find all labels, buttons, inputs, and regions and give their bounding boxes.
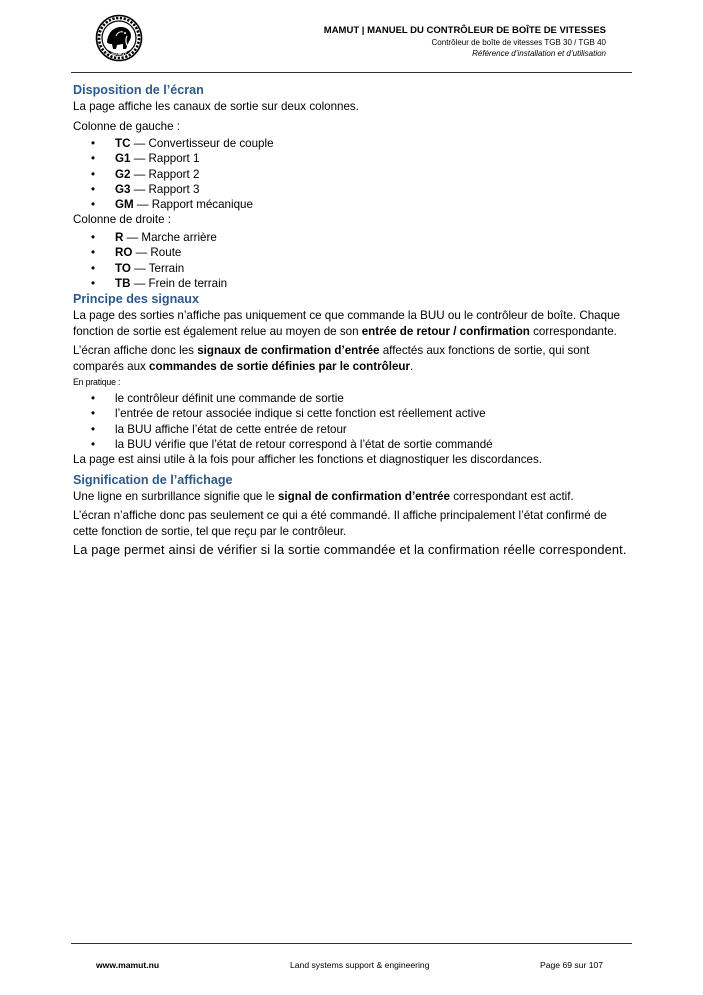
principe-paragraph-2 — [73, 343, 633, 374]
channel-code: G3 — [115, 182, 131, 196]
page-header — [324, 25, 606, 59]
left-column-list — [73, 136, 633, 212]
list-item-text: le contrôleur définit une commande de sortie — [115, 392, 344, 406]
signification-paragraph-3: La page permet ainsi de vérifier si la sortie commandée et la confirmation réelle correspondent. — [73, 542, 627, 558]
channel-code: TC — [115, 137, 131, 150]
list-item-g2 — [73, 167, 633, 182]
channel-code: G2 — [115, 167, 131, 181]
svg-text:MAMUT: MAMUT — [111, 51, 127, 57]
list-item-ro — [73, 245, 633, 260]
text-run: affectés aux fonctions de sortie, qui sont comparés aux — [73, 344, 590, 373]
footer-website: www.mamut.nu — [96, 960, 160, 970]
emphasis-text: signal de confirmation d’entrée — [277, 489, 450, 503]
document-title: MAMUT | MANUEL DU CONTRÔLEUR DE BOÎTE DE VITESSES — [323, 25, 606, 36]
channel-description: — Rapport 3 — [130, 182, 200, 196]
channel-code: RO — [115, 246, 133, 260]
bullet-icon: • — [91, 392, 96, 406]
channel-description: — Marche arrière — [123, 230, 217, 244]
list-item-g1 — [73, 151, 633, 166]
bullet-icon: • — [91, 167, 96, 181]
channel-description: — Rapport 1 — [130, 152, 200, 166]
emphasis-text: commandes de sortie définies par le contrôleur — [149, 359, 410, 373]
footer-tagline: Land systems support & engineering — [290, 960, 430, 970]
right-column-label: Colonne de droite : — [73, 213, 171, 227]
list-item-g3 — [73, 182, 633, 197]
footer-page-number: Page 69 sur 107 — [540, 960, 604, 970]
list-item — [73, 391, 633, 406]
list-item-text: l’entrée de retour associée indique si cette fonction est réellement active — [115, 407, 486, 421]
list-item-r — [73, 230, 633, 245]
header-divider — [71, 72, 632, 73]
bullet-icon: • — [91, 261, 96, 275]
principe-conclusion: La page est ainsi utile à la fois pour afficher les fonctions et diagnostiquer les discordances. — [73, 453, 542, 467]
text-run: correspondante. — [529, 324, 617, 338]
list-item-text: la BUU vérifie que l’état de retour correspond à l’état de sortie commandé — [115, 438, 493, 452]
section-heading-principe: Principe des signaux — [73, 292, 199, 307]
practice-label: En pratique : — [73, 377, 121, 388]
mamut-logo — [95, 14, 143, 62]
text-run: La page des sorties n’affiche pas uniquement ce que commande la BUU ou le contrôleur de boîte. Chaque fonction de sortie est également relue au moyen de son — [73, 309, 620, 338]
left-column-label: Colonne de gauche : — [73, 119, 181, 133]
text-run: . — [409, 359, 414, 373]
list-item-tb — [73, 276, 633, 291]
bullet-icon: • — [91, 246, 96, 260]
channel-description: — Terrain — [130, 261, 185, 275]
text-run: L’écran affiche donc les — [73, 344, 198, 358]
emphasis-text: signaux de confirmation d’entrée — [197, 344, 380, 358]
signification-paragraph-1 — [73, 489, 633, 505]
list-item-text: la BUU affiche l’état de cette entrée de retour — [115, 422, 347, 436]
document-reference: Référence d’installation et d’utilisation — [472, 49, 606, 58]
disposition-intro: La page affiche les canaux de sortie sur deux colonnes. — [73, 100, 359, 113]
list-item-to — [73, 261, 633, 276]
footer-divider — [71, 943, 632, 944]
channel-code: R — [115, 230, 124, 244]
bullet-icon: • — [91, 407, 96, 421]
signification-paragraph-2: L’écran n’affiche donc pas seulement ce qui a été commandé. Il affiche principalement l’état confirmé de cette fonction de sortie, tel que reçu par le contrôleur. — [73, 509, 607, 538]
text-run: correspondant est actif. — [449, 489, 574, 503]
channel-description: — Frein de terrain — [130, 276, 228, 290]
list-item — [73, 406, 633, 421]
right-column-list — [73, 230, 633, 291]
text-run: Une ligne en surbrillance signifie que le — [73, 489, 278, 503]
channel-description: — Rapport mécanique — [133, 198, 253, 212]
bullet-icon: • — [91, 182, 96, 196]
section-heading-disposition: Disposition de l’écran — [73, 83, 204, 97]
channel-code: TB — [115, 276, 131, 290]
list-item-gm — [73, 197, 633, 212]
list-item — [73, 437, 633, 452]
list-item-tc — [73, 136, 633, 151]
practice-list — [73, 391, 633, 452]
bullet-icon: • — [91, 230, 96, 244]
bullet-icon: • — [91, 276, 96, 290]
list-item — [73, 422, 633, 437]
channel-code: G1 — [115, 152, 131, 166]
channel-code: GM — [115, 198, 134, 212]
bullet-icon: • — [91, 152, 96, 166]
channel-code: TO — [115, 261, 131, 275]
channel-description: — Rapport 2 — [130, 167, 200, 181]
principe-paragraph-1 — [73, 308, 633, 339]
document-subtitle: Contrôleur de boîte de vitesses TGB 30 / TGB 40 — [431, 38, 606, 47]
bullet-icon: • — [91, 422, 96, 436]
bullet-icon: • — [91, 198, 96, 212]
channel-description: — Route — [132, 246, 182, 260]
emphasis-text: entrée de retour / confirmation — [361, 324, 530, 338]
bullet-icon: • — [91, 438, 96, 452]
section-heading-signification: Signification de l’affichage — [73, 472, 233, 487]
channel-description: — Convertisseur de couple — [130, 137, 274, 150]
page-content — [73, 82, 633, 559]
bullet-icon: • — [91, 137, 96, 150]
